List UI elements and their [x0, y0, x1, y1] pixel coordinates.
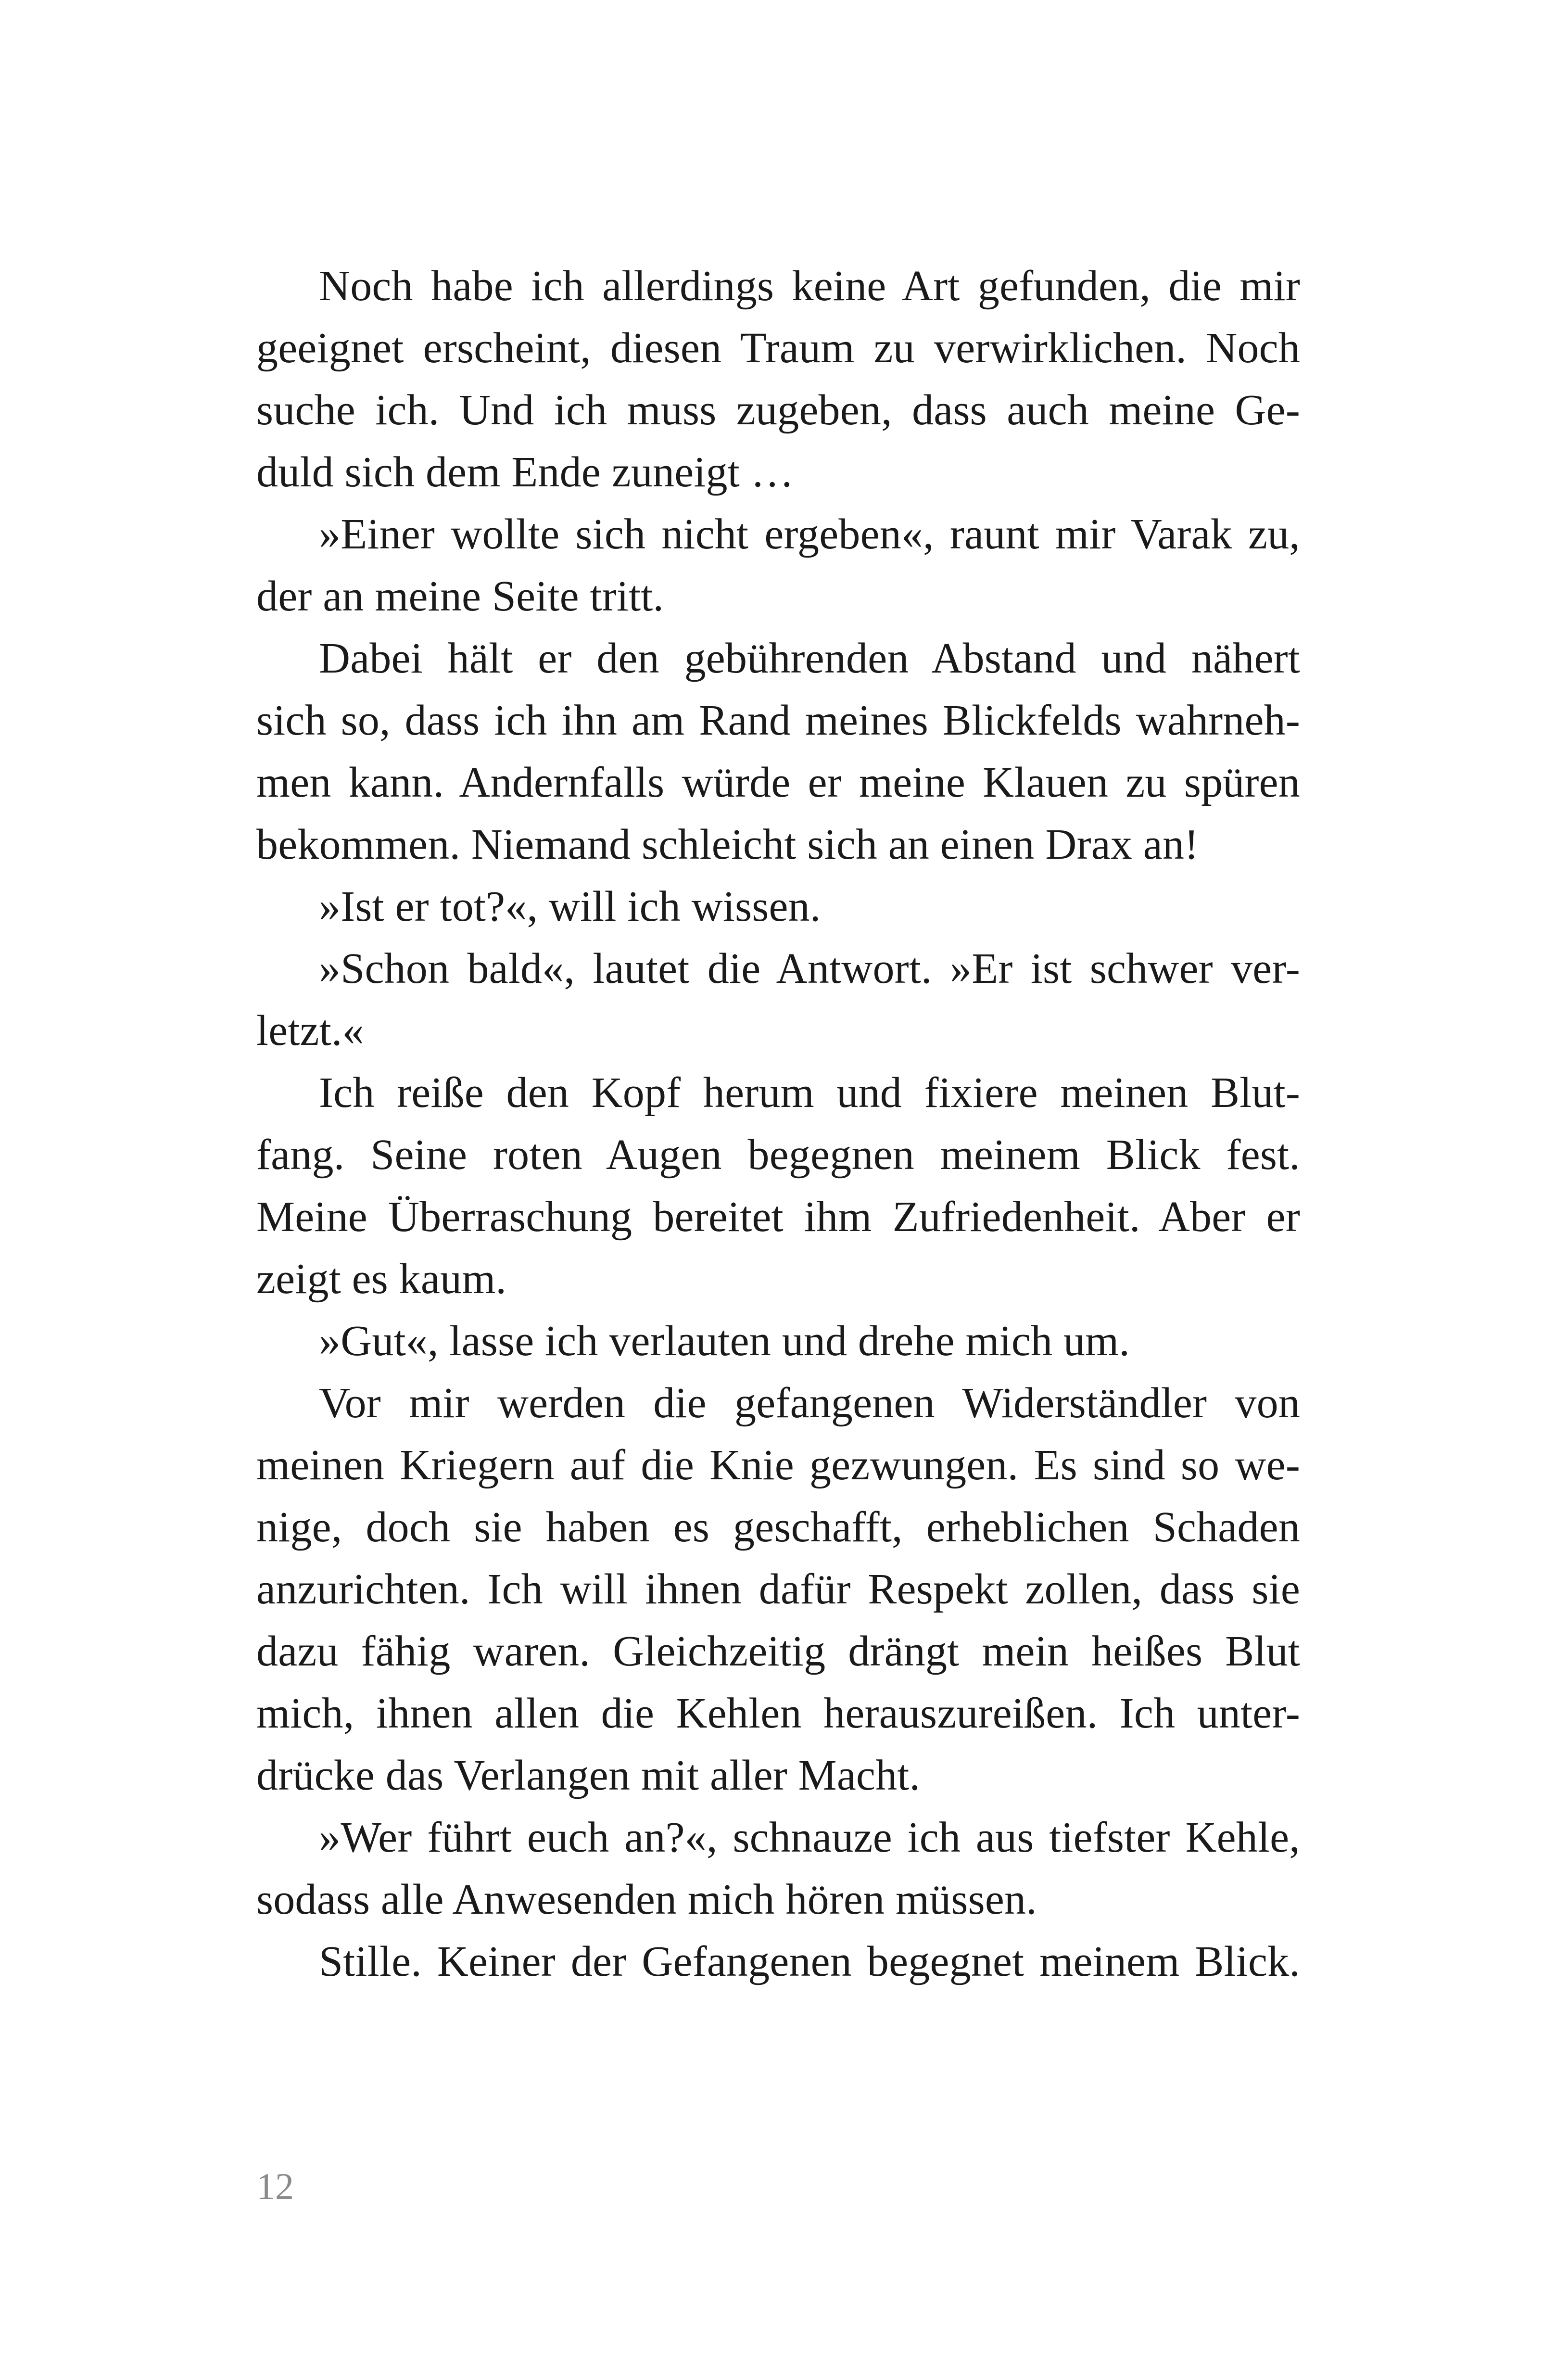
text-line: Ich reiße den Kopf herum und fixiere meinen Blut-: [319, 1069, 1300, 1117]
text-line: »Wer führt euch an?«, schnauze ich aus tiefster Kehle,: [319, 1814, 1300, 1861]
text-line: duld sich dem Ende zuneigt …: [256, 448, 794, 496]
text-line: suche ich. Und ich muss zugeben, dass auch meine Ge-: [256, 386, 1300, 434]
page-body-text: [256, 255, 1300, 1993]
text-line: drücke das Verlangen mit aller Macht.: [256, 1752, 921, 1799]
text-line: men kann. Andernfalls würde er meine Klauen zu spüren: [256, 759, 1300, 806]
text-line: Vor mir werden die gefangenen Widerständler von: [319, 1379, 1300, 1427]
text-line: zeigt es kaum.: [256, 1255, 507, 1303]
text-line: meinen Kriegern auf die Knie gezwungen. Es sind so we-: [256, 1441, 1300, 1489]
text-line: Noch habe ich allerdings keine Art gefunden, die mir: [319, 262, 1300, 310]
text-line: sodass alle Anwesenden mich hören müssen.: [256, 1876, 1037, 1923]
text-line: der an meine Seite tritt.: [256, 572, 664, 620]
text-line: »Einer wollte sich nicht ergeben«, raunt mir Varak zu,: [319, 510, 1300, 558]
text-line: »Ist er tot?«, will ich wissen.: [319, 883, 821, 930]
text-line: Stille. Keiner der Gefangenen begegnet meinem Blick.: [319, 1938, 1300, 1985]
text-line: mich, ihnen allen die Kehlen herauszureißen. Ich unter-: [256, 1690, 1300, 1737]
page-number: 12: [256, 2165, 294, 2207]
text-line: letzt.«: [256, 1007, 364, 1055]
text-line: bekommen. Niemand schleicht sich an einen Drax an!: [256, 821, 1199, 868]
text-line: geeignet erscheint, diesen Traum zu verwirklichen. Noch: [256, 324, 1300, 372]
text-line: Dabei hält er den gebührenden Abstand und nähert: [319, 635, 1300, 682]
text-line: nige, doch sie haben es geschafft, erheblichen Schaden: [256, 1503, 1300, 1551]
text-line: fang. Seine roten Augen begegnen meinem Blick fest.: [256, 1131, 1300, 1179]
text-line: Meine Überraschung bereitet ihm Zufriedenheit. Aber er: [256, 1193, 1300, 1241]
text-line: »Schon bald«, lautet die Antwort. »Er ist schwer ver-: [319, 945, 1300, 992]
text-line: »Gut«, lasse ich verlauten und drehe mich um.: [319, 1317, 1130, 1365]
text-line: sich so, dass ich ihn am Rand meines Blickfelds wahrneh-: [256, 697, 1300, 744]
text-line: dazu fähig waren. Gleichzeitig drängt mein heißes Blut: [256, 1627, 1300, 1675]
text-line: anzurichten. Ich will ihnen dafür Respekt zollen, dass sie: [256, 1565, 1300, 1613]
